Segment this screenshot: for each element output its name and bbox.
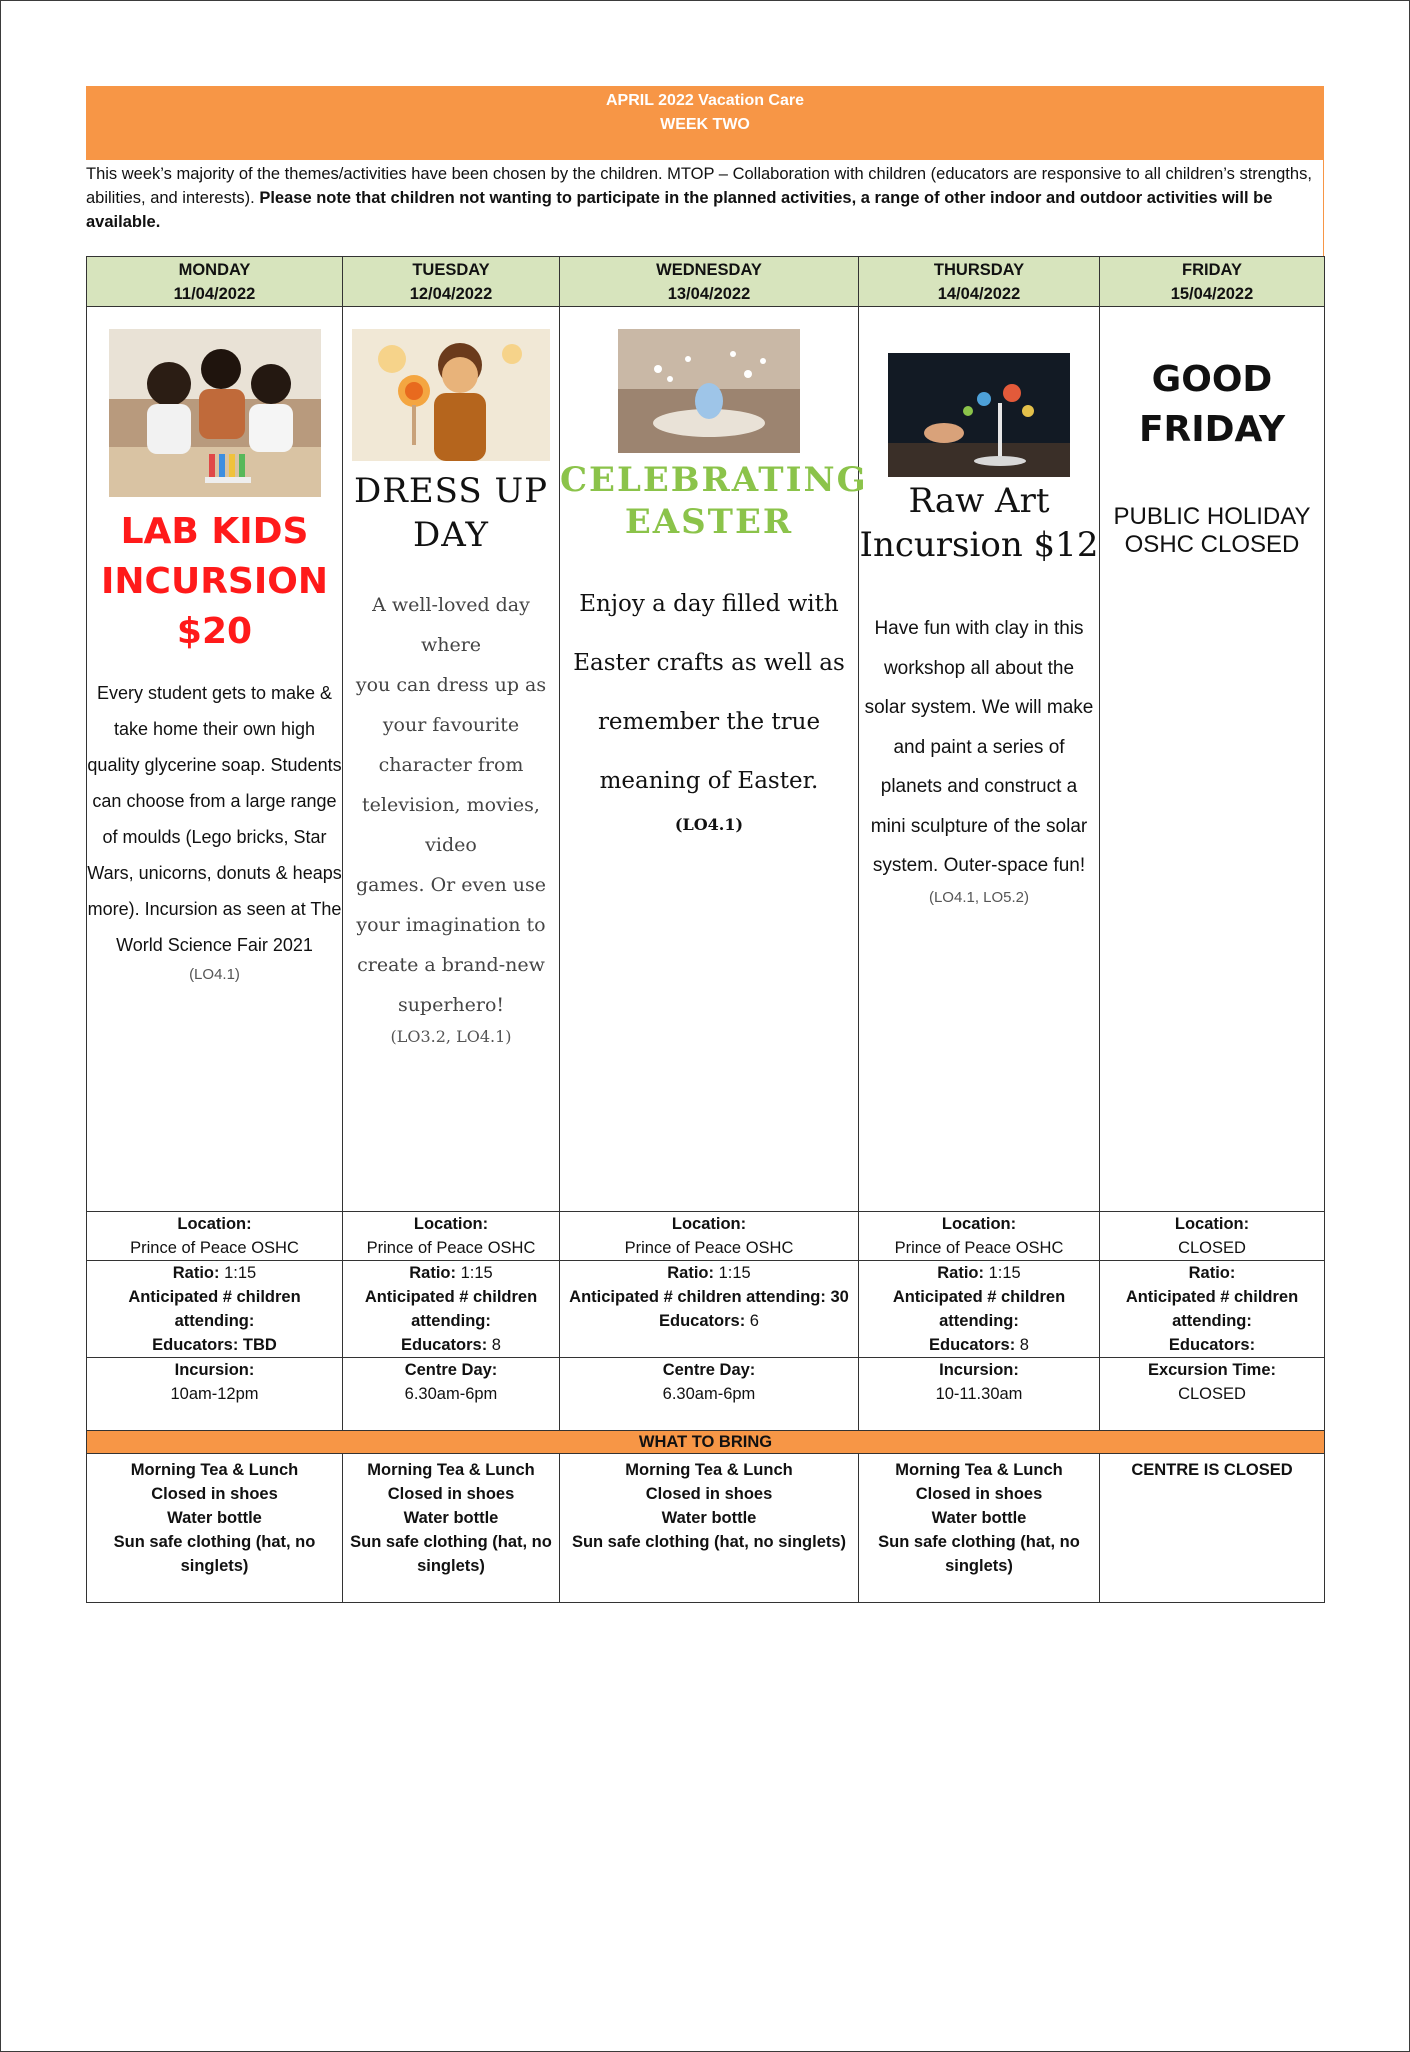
day-name: THURSDAY (933, 260, 1025, 279)
time-label: Centre Day: (404, 1361, 498, 1379)
desc-line: workshop all about the (883, 657, 1075, 679)
desc-line: you can dress up as (355, 674, 547, 696)
solar-system-photo (888, 353, 1070, 477)
bring-cell (343, 1454, 560, 1603)
activity-tuesday (343, 307, 560, 1212)
ratio-label: Ratio: (937, 1264, 985, 1282)
desc-line: can choose from a large range (92, 791, 337, 811)
learning-outcome: (LO4.1, LO5.2) (928, 888, 1030, 906)
vacation-care-sheet (86, 86, 1324, 1603)
title-line: Incursion $12 (859, 525, 1099, 565)
desc-line: Wars, unicorns, donuts & heaps (87, 863, 342, 883)
day-name: WEDNESDAY (656, 260, 762, 279)
holiday-line: OSHC CLOSED (1124, 531, 1300, 558)
title-line: GOOD (1151, 359, 1273, 400)
staffing-cell (87, 1261, 343, 1358)
title-line: Raw Art (908, 481, 1050, 521)
day-header-wednesday (560, 257, 859, 307)
time-row (87, 1358, 1325, 1431)
desc-line: and paint a series of (893, 736, 1065, 758)
staffing-row (87, 1261, 1325, 1358)
desc-line: mini sculpture of the solar (870, 815, 1088, 837)
bring-item: Water bottle (931, 1509, 1027, 1527)
anticipated-label: Anticipated # children attending: (1125, 1288, 1299, 1330)
day-header-tuesday (343, 257, 560, 307)
location-label: Location: (1174, 1215, 1250, 1233)
title-line: $20 (176, 611, 253, 652)
title-line: DRESS UP (353, 471, 548, 511)
bring-item: Closed in shoes (645, 1485, 773, 1503)
header-title: APRIL 2022 Vacation Care (605, 92, 805, 109)
intro-bold: Please note that children not wanting to participate in the planned activities, a range of other indoor and outdoor activities will be available. (86, 189, 1273, 231)
title-line: LAB KIDS (120, 511, 309, 552)
time-value: CLOSED (1178, 1385, 1246, 1403)
day-name: FRIDAY (1182, 260, 1242, 279)
educators-label: Educators: (659, 1312, 746, 1330)
activity-wednesday (560, 307, 868, 1212)
activity-monday (87, 307, 343, 1212)
learning-outcome: (LO3.2, LO4.1) (390, 1027, 512, 1046)
desc-line: Every student gets to make & (96, 683, 333, 703)
time-cell (560, 1358, 859, 1431)
desc-line: World Science Fair 2021 (116, 935, 313, 955)
desc-line: A well-loved day where (372, 594, 530, 656)
ratio-label: Ratio: (172, 1264, 220, 1282)
time-cell (859, 1358, 1100, 1431)
location-label: Location: (177, 1215, 252, 1233)
desc-line: solar system. We will make (864, 697, 1094, 718)
desc-line: create a brand-new (357, 954, 545, 976)
bring-item: Closed in shoes (387, 1485, 515, 1503)
day-header-friday (1100, 257, 1325, 307)
anticipated-label: Anticipated # children attending: (892, 1288, 1066, 1330)
desc-line: more). Incursion as seen at The (87, 899, 342, 919)
ratio-value: 1:15 (988, 1264, 1021, 1282)
bring-item: Water bottle (403, 1509, 499, 1527)
desc-line: of moulds (Lego bricks, Star (102, 827, 327, 847)
desc-line: remember the true (597, 709, 821, 735)
activity-friday (1100, 307, 1325, 1212)
activity-row (87, 307, 1325, 1212)
title-line: FRIDAY (1138, 409, 1286, 450)
time-cell (87, 1358, 343, 1431)
location-label: Location: (413, 1215, 489, 1233)
what-to-bring-heading: WHAT TO BRING (87, 1431, 1325, 1454)
day-name: MONDAY (178, 260, 251, 279)
day-header-row (87, 257, 1325, 307)
anticipated-label: Anticipated # children attending: (569, 1288, 826, 1306)
activity-thursday (859, 307, 1100, 1212)
bring-item: Closed in shoes (915, 1485, 1043, 1503)
ratio-label: Ratio: (409, 1264, 457, 1282)
bring-item: Sun safe clothing (hat, no singlets) (113, 1533, 316, 1575)
bring-cell (560, 1454, 859, 1603)
location-label: Location: (671, 1215, 747, 1233)
bring-cell (859, 1454, 1100, 1603)
dress-up-photo (352, 329, 550, 461)
holiday-line: PUBLIC HOLIDAY (1113, 503, 1311, 530)
desc-line: quality glycerine soap. Students (87, 755, 342, 775)
desc-line: your favourite (382, 714, 520, 736)
time-label: Centre Day: (662, 1361, 756, 1379)
intro-text (86, 160, 1324, 256)
ratio-value: 1:15 (460, 1264, 493, 1282)
desc-line: television, movies, video (362, 794, 540, 856)
lab-kids-photo (109, 329, 321, 497)
desc-line: system. Outer-space fun! (872, 855, 1086, 876)
holiday-notice (1100, 503, 1324, 559)
activity-title (560, 459, 868, 543)
location-cell (87, 1212, 343, 1261)
location-label: Location: (941, 1215, 1017, 1233)
bring-items-row (87, 1454, 1325, 1603)
title-line: CELEBRATING (560, 460, 868, 500)
title-line: DAY (413, 515, 489, 555)
activity-description (343, 585, 559, 1025)
desc-line: Enjoy a day filled with (579, 591, 839, 617)
activity-title (343, 469, 559, 557)
learning-outcome: (LO4.1) (189, 966, 240, 983)
time-value: 6.30am-6pm (404, 1385, 498, 1403)
location-cell (343, 1212, 560, 1261)
day-date: 13/04/2022 (667, 284, 751, 303)
intro-normal: This week’s majority of the themes/activities have been chosen by the children. MTOP – Collaboration with children (educators are responsive to all children’s strengths, abilities, and interests). (86, 165, 1312, 207)
bring-item: CENTRE IS CLOSED (1131, 1461, 1293, 1479)
time-label: Excursion Time: (1147, 1361, 1277, 1379)
title-line: INCURSION (101, 561, 328, 602)
bring-cell (87, 1454, 343, 1603)
what-to-bring-row (87, 1431, 1325, 1454)
location-value: Prince of Peace OSHC (624, 1239, 794, 1257)
time-value: 10am-12pm (170, 1385, 259, 1403)
educators-value: 6 (749, 1312, 759, 1330)
desc-line: your imagination to (356, 914, 546, 936)
activity-title (1100, 355, 1324, 455)
activity-description (560, 575, 858, 811)
activity-description (859, 609, 1099, 886)
title-line: EASTER (624, 502, 794, 542)
activity-title (859, 479, 1099, 567)
location-value: Prince of Peace OSHC (130, 1239, 299, 1257)
location-cell (560, 1212, 859, 1261)
bring-item: Sun safe clothing (hat, no singlets) (878, 1533, 1080, 1575)
educators-value: 8 (491, 1336, 501, 1354)
educators-label: Educators: (401, 1336, 488, 1354)
time-label: Incursion: (939, 1361, 1019, 1379)
time-label: Incursion: (174, 1361, 255, 1379)
day-date: 11/04/2022 (173, 284, 256, 303)
bring-item: Closed in shoes (151, 1485, 278, 1503)
day-date: 15/04/2022 (1170, 284, 1254, 303)
time-value: 6.30am-6pm (662, 1385, 756, 1403)
bring-item: Morning Tea & Lunch (367, 1461, 535, 1479)
ratio-label: Ratio: (1188, 1264, 1236, 1282)
location-row (87, 1212, 1325, 1261)
bring-item: Sun safe clothing (hat, no singlets) (350, 1533, 552, 1575)
day-header-monday (87, 257, 343, 307)
ratio-label: Ratio: (667, 1264, 715, 1282)
bring-item: Morning Tea & Lunch (625, 1461, 793, 1479)
location-cell (1100, 1212, 1325, 1261)
day-date: 12/04/2022 (409, 284, 493, 303)
bring-item: Water bottle (661, 1509, 757, 1527)
bring-item: Morning Tea & Lunch (895, 1461, 1063, 1479)
staffing-cell (1100, 1261, 1325, 1358)
header-week: WEEK TWO (660, 116, 750, 133)
desc-line: superhero! (397, 994, 505, 1016)
anticipated-value: 30 (830, 1288, 849, 1306)
educators-label: Educators: (1168, 1336, 1256, 1354)
bring-item: Sun safe clothing (hat, no singlets) (571, 1533, 847, 1551)
desc-line: games. Or even use (355, 874, 546, 896)
location-value: Prince of Peace OSHC (894, 1239, 1064, 1257)
schedule-table (86, 256, 1325, 1603)
time-cell (1100, 1358, 1325, 1431)
bring-item: Water bottle (167, 1509, 262, 1527)
educators-value: 8 (1019, 1336, 1029, 1354)
bring-item: Morning Tea & Lunch (130, 1461, 299, 1479)
day-date: 14/04/2022 (937, 284, 1021, 303)
bring-cell (1100, 1454, 1325, 1603)
location-value: Prince of Peace OSHC (366, 1239, 536, 1257)
desc-line: Have fun with clay in this (874, 618, 1084, 639)
anticipated-label: Anticipated # children attending: (128, 1288, 301, 1330)
time-cell (343, 1358, 560, 1431)
easter-egg-photo (618, 329, 800, 453)
ratio-value: 1:15 (718, 1264, 751, 1282)
day-name: TUESDAY (412, 260, 490, 279)
educators-label: Educators: (929, 1336, 1016, 1354)
educators-label: Educators: (152, 1336, 239, 1354)
staffing-cell (859, 1261, 1100, 1358)
location-value: CLOSED (1178, 1239, 1246, 1257)
staffing-cell (560, 1261, 859, 1358)
desc-line: planets and construct a (880, 776, 1078, 797)
header-band (86, 86, 1324, 160)
learning-outcome: (LO4.1) (674, 815, 744, 834)
desc-line: meaning of Easter. (599, 768, 819, 794)
desc-line: character from (378, 754, 524, 776)
day-header-thursday (859, 257, 1100, 307)
anticipated-label: Anticipated # children attending: (364, 1288, 538, 1330)
educators-value: TBD (242, 1336, 277, 1354)
location-cell (859, 1212, 1100, 1261)
staffing-cell (343, 1261, 560, 1358)
desc-line: take home their own high (113, 719, 316, 739)
time-value: 10-11.30am (935, 1385, 1023, 1403)
activity-title (87, 507, 342, 657)
ratio-value: 1:15 (224, 1264, 257, 1282)
activity-description (87, 675, 342, 963)
desc-line: Easter crafts as well as (573, 650, 845, 676)
